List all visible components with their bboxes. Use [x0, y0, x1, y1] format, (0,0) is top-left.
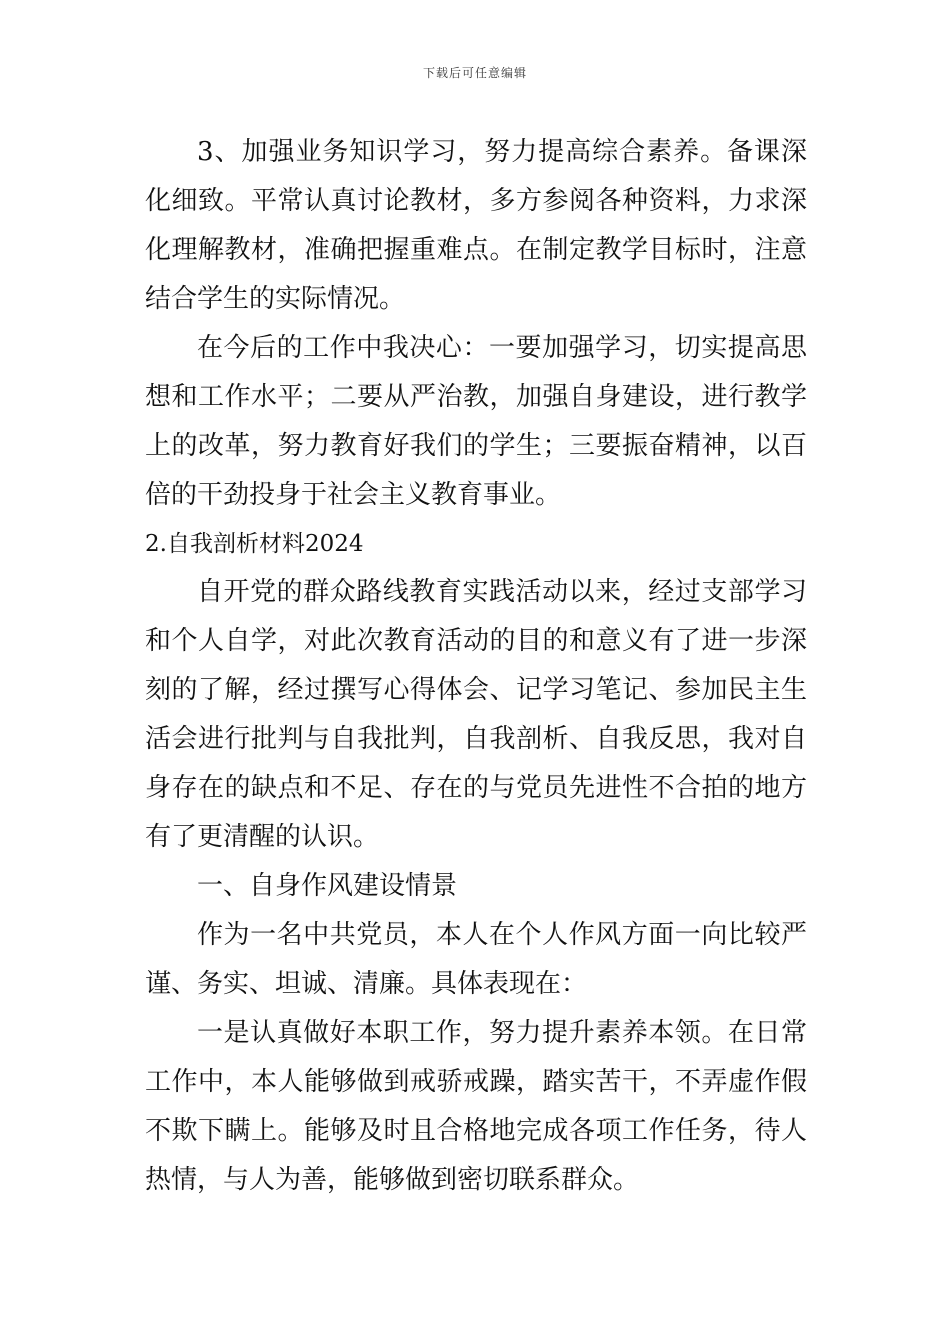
subheading-work-style: 一、自身作风建设情景 [197, 871, 458, 901]
paragraph-party-member-style: 作为一名中共党员，本人在个人作风方面一向比较严谨、务实、坦诚、清廉。具体表现在： [145, 920, 807, 999]
paragraph-education-activity: 自开党的群众路线教育实践活动以来，经过支部学习和个人自学，对此次教育活动的目的和意义有了进一步深刻的了解，经过撰写心得体会、记学习笔记、参加民主生活会进行批判与自我批判，自我剖析、自我反思，我对自身存在的缺点和不足、存在的与党员先进性不合拍的地方有了更清醒的认识。 [145, 577, 807, 852]
paragraph-future-resolve: 在今后的工作中我决心：一要加强学习，切实提高思想和工作水平；二要从严治教，加强自身建设，进行教学上的改革，努力教育好我们的学生；三要振奋精神，以百倍的干劲投身于社会主义教育事业。 [145, 333, 807, 510]
header-note: 下载后可任意编辑 [422, 66, 527, 80]
section-heading-self-analysis: 2.自我剖析材料2024 [145, 531, 364, 557]
paragraph-first-point: 一是认真做好本职工作，努力提升素养本领。在日常工作中，本人能够做到戒骄戒躁，踏实苦干，不弄虚作假不欺下瞒上。能够及时且合格地完成各项工作任务，待人热情，与人为善，能够做到密切联系群众。 [145, 1018, 807, 1195]
document-body [145, 128, 807, 1205]
paragraph-study-improvement: 3、加强业务知识学习，努力提高综合素养。备课深化细致。平常认真讨论教材，多方参阅各种资料，力求深化理解教材，准确把握重难点。在制定教学目标时，注意结合学生的实际情况。 [145, 137, 807, 314]
